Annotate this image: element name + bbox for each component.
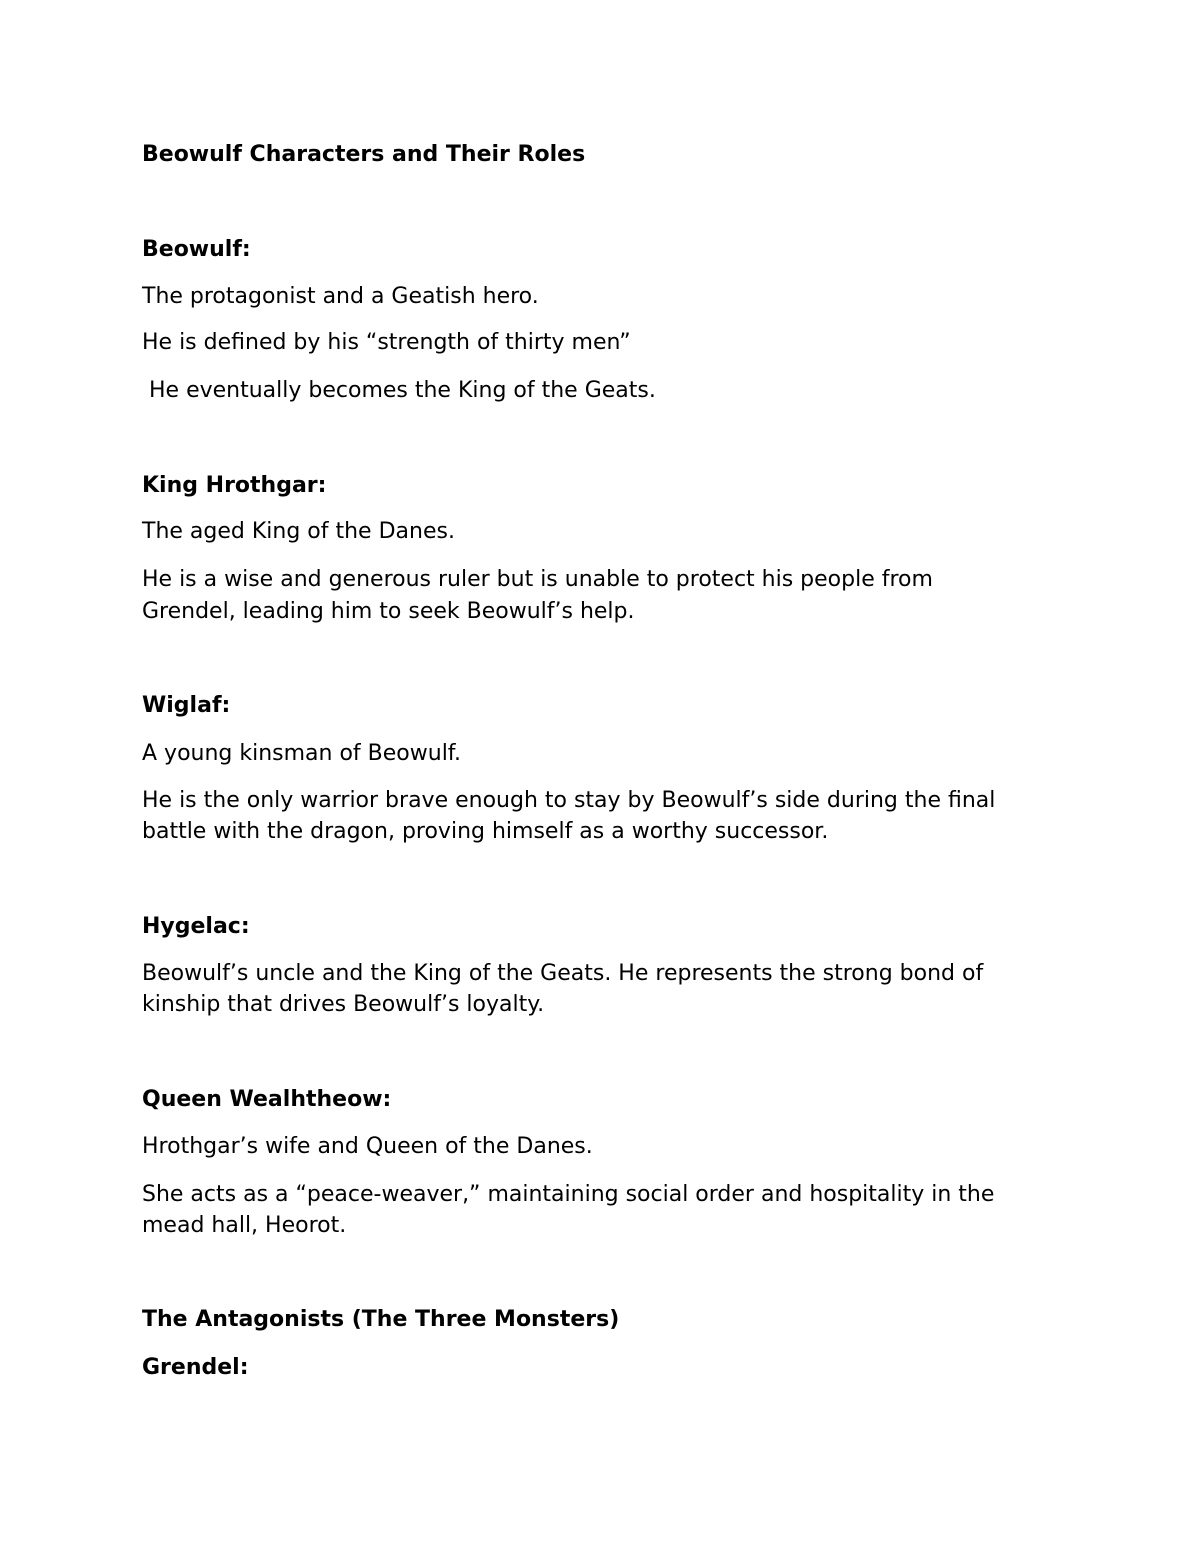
paragraph-line: The protagonist and a Geatish hero. <box>142 284 539 309</box>
paragraph-line: kinship that drives Beowulf’s loyalty. <box>142 992 545 1017</box>
section-heading-antagonists: The Antagonists (The Three Monsters) <box>142 1307 620 1332</box>
paragraph-line: The aged King of the Danes. <box>142 519 455 544</box>
page-title: Beowulf Characters and Their Roles <box>142 142 586 167</box>
paragraph-line: He is defined by his “strength of thirty men” <box>142 330 631 355</box>
section-heading-grendel: Grendel: <box>142 1355 249 1380</box>
paragraph-line: Beowulf’s uncle and the King of the Geats. He represents the strong bond of <box>142 961 984 986</box>
paragraph-line: A young kinsman of Beowulf. <box>142 741 461 766</box>
paragraph-line: He eventually becomes the King of the Geats. <box>142 378 656 403</box>
section-heading-wiglaf: Wiglaf: <box>142 693 231 718</box>
paragraph-line: He is the only warrior brave enough to stay by Beowulf’s side during the final <box>142 788 996 813</box>
section-heading-beowulf: Beowulf: <box>142 237 251 262</box>
paragraph-line: Hrothgar’s wife and Queen of the Danes. <box>142 1134 593 1159</box>
section-heading-hygelac: Hygelac: <box>142 914 250 939</box>
paragraph-line: battle with the dragon, proving himself as a worthy successor. <box>142 819 829 844</box>
paragraph-line: mead hall, Heorot. <box>142 1213 347 1238</box>
section-heading-queen-wealhtheow: Queen Wealhtheow: <box>142 1087 392 1112</box>
paragraph-line: He is a wise and generous ruler but is unable to protect his people from <box>142 567 933 592</box>
paragraph-line: She acts as a “peace-weaver,” maintaining social order and hospitality in the <box>142 1182 995 1207</box>
section-heading-king-hrothgar: King Hrothgar: <box>142 473 327 498</box>
paragraph-line: Grendel, leading him to seek Beowulf’s help. <box>142 599 635 624</box>
